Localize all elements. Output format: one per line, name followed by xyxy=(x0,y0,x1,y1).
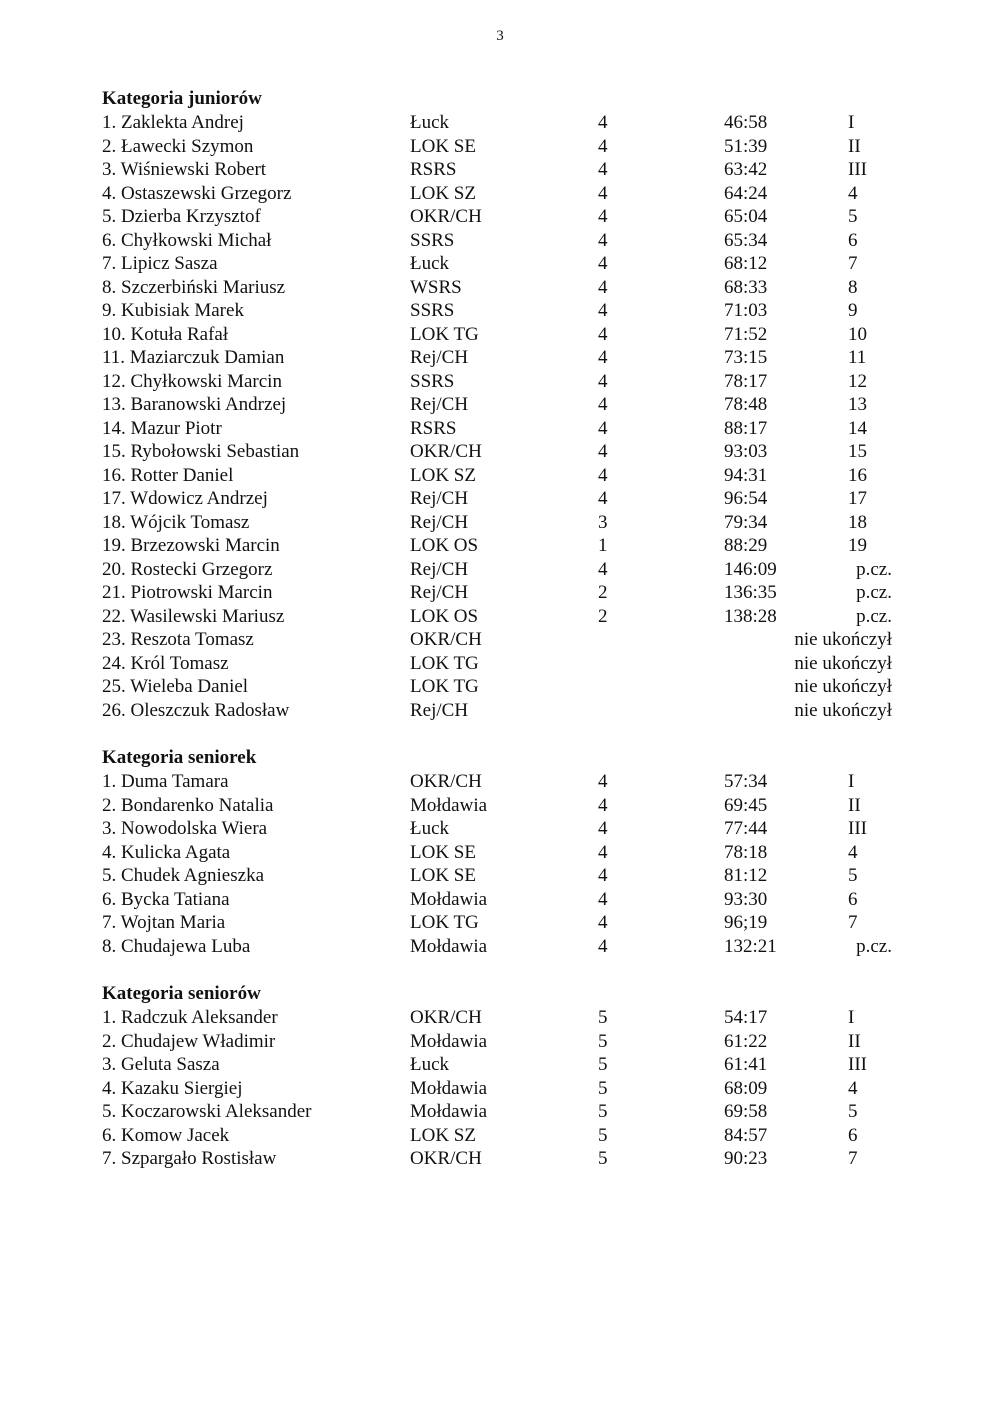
laps-count: 4 xyxy=(598,771,608,792)
place: 14 xyxy=(848,417,867,439)
competitor-name: 14. Mazur Piotr xyxy=(102,417,222,439)
competitor-name: 4. Kulicka Agata xyxy=(102,841,231,863)
competitor-name: 19. Brzezowski Marcin xyxy=(102,535,280,556)
laps-count: 4 xyxy=(598,935,608,957)
laps-count: 4 xyxy=(598,794,608,816)
club-name: WSRS xyxy=(410,276,462,298)
result-note: p.cz. xyxy=(856,935,892,957)
club-name: Mołdawia xyxy=(410,888,488,910)
club-name: LOK TG xyxy=(410,652,479,674)
laps-count: 4 xyxy=(598,253,608,274)
finish-time: 65:34 xyxy=(724,229,768,251)
club-name: Mołdawia xyxy=(410,1030,488,1052)
laps-count: 5 xyxy=(598,1101,608,1122)
result-row xyxy=(102,1006,922,1030)
result-note: nie ukończył xyxy=(794,676,892,697)
result-row xyxy=(102,487,922,511)
laps-count: 5 xyxy=(598,1077,608,1099)
club-name: LOK OS xyxy=(410,605,479,627)
competitor-name: 20. Rostecki Grzegorz xyxy=(102,558,273,580)
laps-count: 4 xyxy=(598,112,608,133)
competitor-name: 12. Chyłkowski Marcin xyxy=(102,370,282,392)
result-row xyxy=(102,628,922,652)
club-name: Rej/CH xyxy=(410,347,469,368)
place: 18 xyxy=(848,511,867,533)
club-name: Rej/CH xyxy=(410,488,469,509)
result-row xyxy=(102,205,922,229)
competitor-name: 2. Ławecki Szymon xyxy=(102,135,254,157)
result-row xyxy=(102,417,922,441)
result-row xyxy=(102,511,922,535)
laps-count: 5 xyxy=(598,1148,608,1169)
laps-count: 4 xyxy=(598,182,608,204)
result-row xyxy=(102,229,922,253)
club-name: Rej/CH xyxy=(410,699,469,721)
club-name: Mołdawia xyxy=(410,935,488,957)
result-row xyxy=(102,393,922,417)
laps-count: 4 xyxy=(598,488,608,509)
place: 19 xyxy=(848,535,867,556)
result-row xyxy=(102,182,922,206)
club-name: RSRS xyxy=(410,417,457,439)
result-row xyxy=(102,841,922,865)
competitor-name: 25. Wieleba Daniel xyxy=(102,676,249,697)
competitor-name: 6. Bycka Tatiana xyxy=(102,888,230,910)
section-title: Kategoria juniorów xyxy=(102,88,262,109)
club-name: LOK SE xyxy=(410,135,476,157)
finish-time: 57:34 xyxy=(724,771,768,792)
result-row xyxy=(102,1100,922,1124)
place: 11 xyxy=(848,347,867,368)
finish-time: 71:03 xyxy=(724,300,768,321)
club-name: Rej/CH xyxy=(410,394,469,415)
laps-count: 4 xyxy=(598,558,608,580)
club-name: LOK SZ xyxy=(410,182,476,204)
result-row xyxy=(102,1053,922,1077)
result-note: p.cz. xyxy=(856,582,892,603)
result-row xyxy=(102,1124,922,1148)
result-row xyxy=(102,323,922,347)
result-row xyxy=(102,158,922,182)
finish-time: 68:33 xyxy=(724,276,768,298)
laps-count: 4 xyxy=(598,229,608,251)
result-row xyxy=(102,581,922,605)
place: 15 xyxy=(848,441,867,462)
laps-count: 4 xyxy=(598,347,608,368)
laps-count: 5 xyxy=(598,1030,608,1052)
laps-count: 4 xyxy=(598,441,608,462)
finish-time: 77:44 xyxy=(724,818,768,839)
competitor-name: 6. Chyłkowski Michał xyxy=(102,229,272,251)
competitor-name: 16. Rotter Daniel xyxy=(102,464,234,486)
finish-time: 94:31 xyxy=(724,464,768,486)
competitor-name: 17. Wdowicz Andrzej xyxy=(102,488,268,509)
competitor-name: 4. Kazaku Siergiej xyxy=(102,1077,243,1099)
laps-count: 4 xyxy=(598,865,608,886)
place: 5 xyxy=(848,206,858,227)
place: 6 xyxy=(848,888,858,910)
competitor-name: 23. Reszota Tomasz xyxy=(102,629,254,650)
laps-count: 3 xyxy=(598,511,608,533)
place: 4 xyxy=(848,1077,858,1099)
place: 10 xyxy=(848,323,867,345)
results-section xyxy=(102,746,922,958)
result-note: p.cz. xyxy=(856,605,892,627)
finish-time: 69:58 xyxy=(724,1101,768,1122)
place: 4 xyxy=(848,182,858,204)
place: 6 xyxy=(848,1124,858,1146)
place: 6 xyxy=(848,229,858,251)
result-row xyxy=(102,558,922,582)
competitor-name: 5. Koczarowski Aleksander xyxy=(102,1101,312,1122)
place: 12 xyxy=(848,370,867,392)
result-row xyxy=(102,911,922,935)
finish-time: 65:04 xyxy=(724,206,768,227)
laps-count: 1 xyxy=(598,535,608,556)
place: 7 xyxy=(848,912,858,933)
page-number: 3 xyxy=(496,28,504,44)
laps-count: 4 xyxy=(598,912,608,933)
laps-count: 4 xyxy=(598,841,608,863)
laps-count: 4 xyxy=(598,159,608,180)
finish-time: 51:39 xyxy=(724,135,768,157)
result-row xyxy=(102,675,922,699)
competitor-name: 26. Oleszczuk Radosław xyxy=(102,699,290,721)
competitor-name: 24. Król Tomasz xyxy=(102,652,229,674)
club-name: OKR/CH xyxy=(410,629,482,650)
result-row xyxy=(102,1030,922,1054)
result-row xyxy=(102,252,922,276)
competitor-name: 13. Baranowski Andrzej xyxy=(102,394,287,415)
results-document xyxy=(102,87,922,1195)
laps-count: 4 xyxy=(598,300,608,321)
result-row xyxy=(102,276,922,300)
place: 9 xyxy=(848,300,858,321)
place: III xyxy=(848,159,867,180)
club-name: LOK SE xyxy=(410,865,476,886)
finish-time: 46:58 xyxy=(724,112,768,133)
laps-count: 5 xyxy=(598,1054,608,1075)
competitor-name: 9. Kubisiak Marek xyxy=(102,300,244,321)
finish-time: 84:57 xyxy=(724,1124,768,1146)
club-name: Mołdawia xyxy=(410,1101,488,1122)
competitor-name: 3. Wiśniewski Robert xyxy=(102,159,267,180)
club-name: LOK SE xyxy=(410,841,476,863)
result-row xyxy=(102,370,922,394)
section-title: Kategoria seniorów xyxy=(102,983,261,1004)
result-row xyxy=(102,299,922,323)
laps-count: 4 xyxy=(598,370,608,392)
place: 16 xyxy=(848,464,867,486)
competitor-name: 15. Rybołowski Sebastian xyxy=(102,441,300,462)
laps-count: 4 xyxy=(598,417,608,439)
competitor-name: 7. Wojtan Maria xyxy=(102,912,226,933)
competitor-name: 3. Geluta Sasza xyxy=(102,1054,220,1075)
finish-time: 68:12 xyxy=(724,253,768,274)
section-title: Kategoria seniorek xyxy=(102,747,257,768)
competitor-name: 1. Duma Tamara xyxy=(102,771,229,792)
place: II xyxy=(848,1030,861,1052)
laps-count: 4 xyxy=(598,206,608,227)
finish-time: 79:34 xyxy=(724,511,768,533)
finish-time: 136:35 xyxy=(724,582,777,603)
competitor-name: 5. Chudek Agnieszka xyxy=(102,865,265,886)
finish-time: 64:24 xyxy=(724,182,768,204)
result-row xyxy=(102,817,922,841)
finish-time: 61:22 xyxy=(724,1030,768,1052)
finish-time: 146:09 xyxy=(724,558,777,580)
result-note: nie ukończył xyxy=(794,699,892,721)
finish-time: 96:54 xyxy=(724,488,768,509)
club-name: SSRS xyxy=(410,300,455,321)
result-row xyxy=(102,534,922,558)
competitor-name: 3. Nowodolska Wiera xyxy=(102,818,268,839)
finish-time: 73:15 xyxy=(724,347,768,368)
club-name: OKR/CH xyxy=(410,771,482,792)
results-section xyxy=(102,87,922,722)
club-name: LOK OS xyxy=(410,535,479,556)
competitor-name: 22. Wasilewski Mariusz xyxy=(102,605,285,627)
competitor-name: 7. Lipicz Sasza xyxy=(102,253,218,274)
result-row xyxy=(102,135,922,159)
result-row xyxy=(102,464,922,488)
place: 8 xyxy=(848,276,858,298)
competitor-name: 11. Maziarczuk Damian xyxy=(102,347,285,368)
club-name: Mołdawia xyxy=(410,794,488,816)
finish-time: 54:17 xyxy=(724,1007,768,1028)
result-row xyxy=(102,605,922,629)
finish-time: 90:23 xyxy=(724,1148,768,1169)
finish-time: 93:30 xyxy=(724,888,768,910)
finish-time: 138:28 xyxy=(724,605,777,627)
club-name: LOK TG xyxy=(410,676,479,697)
place: II xyxy=(848,794,861,816)
result-row xyxy=(102,1147,922,1171)
competitor-name: 2. Chudajew Władimir xyxy=(102,1030,276,1052)
place: III xyxy=(848,818,867,839)
results-section xyxy=(102,982,922,1171)
finish-time: 69:45 xyxy=(724,794,768,816)
result-row xyxy=(102,440,922,464)
laps-count: 5 xyxy=(598,1007,608,1028)
laps-count: 4 xyxy=(598,276,608,298)
club-name: OKR/CH xyxy=(410,206,482,227)
result-note: nie ukończył xyxy=(794,629,892,650)
result-row xyxy=(102,935,922,959)
competitor-name: 10. Kotuła Rafał xyxy=(102,323,229,345)
place: 7 xyxy=(848,253,858,274)
finish-time: 88:17 xyxy=(724,417,768,439)
finish-time: 78:18 xyxy=(724,841,768,863)
club-name: Łuck xyxy=(410,1054,450,1075)
club-name: Łuck xyxy=(410,112,450,133)
competitor-name: 4. Ostaszewski Grzegorz xyxy=(102,182,292,204)
place: 4 xyxy=(848,841,858,863)
club-name: OKR/CH xyxy=(410,1148,482,1169)
club-name: LOK SZ xyxy=(410,464,476,486)
result-row xyxy=(102,1077,922,1101)
competitor-name: 6. Komow Jacek xyxy=(102,1124,230,1146)
place: 5 xyxy=(848,865,858,886)
finish-time: 93:03 xyxy=(724,441,768,462)
finish-time: 96;19 xyxy=(724,912,768,933)
club-name: Rej/CH xyxy=(410,511,469,533)
competitor-name: 2. Bondarenko Natalia xyxy=(102,794,274,816)
laps-count: 2 xyxy=(598,605,608,627)
laps-count: 5 xyxy=(598,1124,608,1146)
club-name: Rej/CH xyxy=(410,582,469,603)
finish-time: 61:41 xyxy=(724,1054,768,1075)
competitor-name: 8. Szczerbiński Mariusz xyxy=(102,276,286,298)
club-name: Mołdawia xyxy=(410,1077,488,1099)
finish-time: 88:29 xyxy=(724,535,768,556)
finish-time: 68:09 xyxy=(724,1077,768,1099)
result-row xyxy=(102,699,922,723)
finish-time: 78:48 xyxy=(724,394,768,415)
place: II xyxy=(848,135,861,157)
finish-time: 71:52 xyxy=(724,323,768,345)
result-note: nie ukończył xyxy=(794,652,892,674)
club-name: Łuck xyxy=(410,253,450,274)
club-name: Rej/CH xyxy=(410,558,469,580)
club-name: LOK TG xyxy=(410,323,479,345)
club-name: Łuck xyxy=(410,818,450,839)
competitor-name: 7. Szpargało Rostisław xyxy=(102,1148,277,1169)
laps-count: 4 xyxy=(598,464,608,486)
laps-count: 4 xyxy=(598,394,608,415)
club-name: OKR/CH xyxy=(410,1007,482,1028)
result-row xyxy=(102,864,922,888)
result-row xyxy=(102,346,922,370)
result-row xyxy=(102,770,922,794)
laps-count: 4 xyxy=(598,135,608,157)
result-row xyxy=(102,794,922,818)
competitor-name: 5. Dzierba Krzysztof xyxy=(102,206,261,227)
place: 13 xyxy=(848,394,867,415)
place: I xyxy=(848,112,855,133)
club-name: RSRS xyxy=(410,159,457,180)
club-name: SSRS xyxy=(410,370,455,392)
place: 5 xyxy=(848,1101,858,1122)
club-name: SSRS xyxy=(410,229,455,251)
result-row xyxy=(102,888,922,912)
result-row xyxy=(102,652,922,676)
competitor-name: 1. Zaklekta Andrej xyxy=(102,112,244,133)
result-row xyxy=(102,111,922,135)
place: III xyxy=(848,1054,867,1075)
laps-count: 2 xyxy=(598,582,608,603)
place: I xyxy=(848,1007,855,1028)
laps-count: 4 xyxy=(598,888,608,910)
competitor-name: 1. Radczuk Aleksander xyxy=(102,1007,278,1028)
finish-time: 132:21 xyxy=(724,935,777,957)
finish-time: 81:12 xyxy=(724,865,768,886)
club-name: LOK TG xyxy=(410,912,479,933)
place: 7 xyxy=(848,1148,858,1169)
result-note: p.cz. xyxy=(856,558,892,580)
finish-time: 63:42 xyxy=(724,159,768,180)
laps-count: 4 xyxy=(598,818,608,839)
place: 17 xyxy=(848,488,867,509)
competitor-name: 18. Wójcik Tomasz xyxy=(102,511,250,533)
club-name: LOK SZ xyxy=(410,1124,476,1146)
finish-time: 78:17 xyxy=(724,370,768,392)
competitor-name: 8. Chudajewa Luba xyxy=(102,935,251,957)
place: I xyxy=(848,771,855,792)
laps-count: 4 xyxy=(598,323,608,345)
club-name: OKR/CH xyxy=(410,441,482,462)
competitor-name: 21. Piotrowski Marcin xyxy=(102,582,273,603)
